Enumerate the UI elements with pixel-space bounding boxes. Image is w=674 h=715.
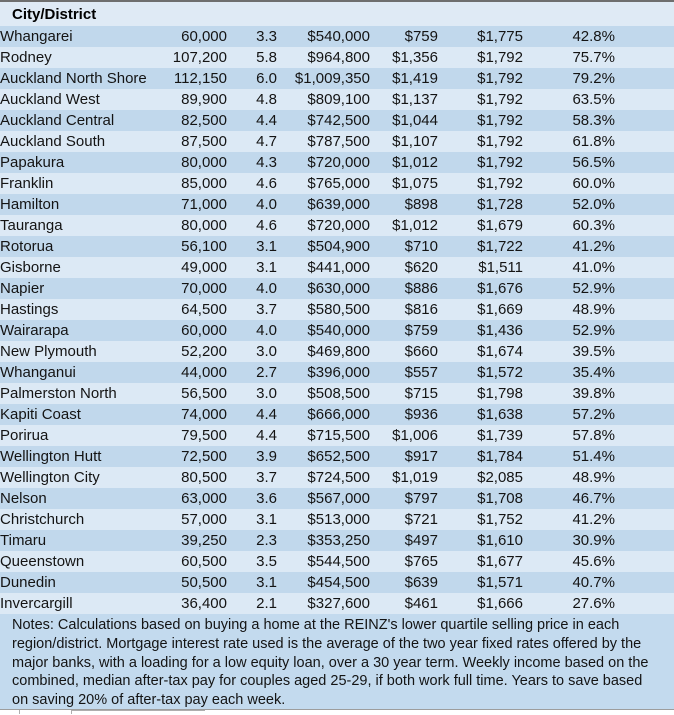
value-cell[interactable]: 4.6 <box>256 175 277 192</box>
value-cell[interactable]: $504,900 <box>307 238 370 255</box>
value-cell[interactable]: 45.6% <box>572 553 615 570</box>
value-cell[interactable]: 56,100 <box>181 238 227 255</box>
table-row[interactable] <box>0 572 674 593</box>
value-cell[interactable]: $469,800 <box>307 343 370 360</box>
city-cell[interactable]: Napier <box>0 280 45 297</box>
empty-cell[interactable] <box>615 194 674 215</box>
value-cell[interactable]: 4.7 <box>256 133 277 150</box>
table-row[interactable] <box>0 278 674 299</box>
table-row[interactable] <box>0 236 674 257</box>
value-cell[interactable]: $1,792 <box>477 112 523 129</box>
value-cell[interactable]: $1,677 <box>477 553 523 570</box>
value-cell[interactable]: 60,000 <box>181 322 227 339</box>
value-cell[interactable]: $1,708 <box>477 490 523 507</box>
value-cell[interactable]: 46.7% <box>572 490 615 507</box>
table-row[interactable] <box>0 26 674 47</box>
value-cell[interactable]: 3.1 <box>256 574 277 591</box>
value-cell[interactable]: 70,000 <box>181 280 227 297</box>
value-cell[interactable]: $1,107 <box>392 133 438 150</box>
value-cell[interactable]: 48.9% <box>572 469 615 486</box>
value-cell[interactable]: $1,571 <box>477 574 523 591</box>
city-cell[interactable]: Hamilton <box>0 196 60 213</box>
empty-cell[interactable] <box>615 467 674 488</box>
city-cell[interactable]: Christchurch <box>0 511 85 528</box>
value-cell[interactable]: 52.0% <box>572 196 615 213</box>
city-cell[interactable]: Franklin <box>0 175 54 192</box>
table-row[interactable] <box>0 194 674 215</box>
value-cell[interactable]: $630,000 <box>307 280 370 297</box>
table-row[interactable] <box>0 341 674 362</box>
value-cell[interactable]: $1,436 <box>477 322 523 339</box>
value-cell[interactable]: $580,500 <box>307 301 370 318</box>
city-cell[interactable]: New Plymouth <box>0 343 97 360</box>
value-cell[interactable]: $898 <box>404 196 438 213</box>
value-cell[interactable]: 39,250 <box>181 532 227 549</box>
table-row[interactable] <box>0 257 674 278</box>
value-cell[interactable]: 3.1 <box>256 259 277 276</box>
value-cell[interactable]: $540,000 <box>307 28 370 45</box>
value-cell[interactable]: $715,500 <box>307 427 370 444</box>
value-cell[interactable]: $917 <box>404 448 438 465</box>
sheet-bottom-edge <box>0 710 674 714</box>
value-cell[interactable]: 87,500 <box>181 133 227 150</box>
value-cell[interactable]: $454,500 <box>307 574 370 591</box>
value-cell[interactable]: 80,500 <box>181 469 227 486</box>
value-cell[interactable]: 4.6 <box>256 217 277 234</box>
value-cell[interactable]: $1,792 <box>477 70 523 87</box>
empty-cell[interactable] <box>615 341 674 362</box>
value-cell[interactable]: 80,000 <box>181 217 227 234</box>
value-cell[interactable]: $1,511 <box>478 259 523 276</box>
table-row[interactable] <box>0 152 674 173</box>
empty-cell[interactable] <box>615 278 674 299</box>
value-cell[interactable]: 50,500 <box>181 574 227 591</box>
value-cell[interactable]: $1,044 <box>392 112 438 129</box>
value-cell[interactable]: $2,085 <box>477 469 523 486</box>
value-cell[interactable]: 49,000 <box>181 259 227 276</box>
empty-cell[interactable] <box>615 530 674 551</box>
value-cell[interactable]: $396,000 <box>307 364 370 381</box>
value-cell[interactable]: 52.9% <box>572 280 615 297</box>
city-cell[interactable]: Papakura <box>0 154 65 171</box>
city-cell[interactable]: Timaru <box>0 532 47 549</box>
value-cell[interactable]: $742,500 <box>307 112 370 129</box>
value-cell[interactable]: 2.3 <box>256 532 277 549</box>
table-row[interactable] <box>0 383 674 404</box>
value-cell[interactable]: 85,000 <box>181 175 227 192</box>
city-cell[interactable]: Dunedin <box>0 574 56 591</box>
value-cell[interactable]: $1,666 <box>477 595 523 612</box>
value-cell[interactable]: 107,200 <box>172 49 227 66</box>
value-cell[interactable]: 4.3 <box>256 154 277 171</box>
value-cell[interactable]: 57.2% <box>572 406 615 423</box>
value-cell[interactable]: 2.1 <box>256 595 277 612</box>
empty-cell[interactable] <box>615 551 674 572</box>
city-cell[interactable]: Kapiti Coast <box>0 406 81 423</box>
value-cell[interactable]: 52.9% <box>572 322 615 339</box>
value-cell[interactable]: 79,500 <box>181 427 227 444</box>
table-row[interactable] <box>0 173 674 194</box>
table-row[interactable] <box>0 530 674 551</box>
column-header-city-district[interactable]: City/District <box>12 5 97 23</box>
value-cell[interactable]: 75.7% <box>572 49 615 66</box>
value-cell[interactable]: 3.7 <box>256 469 277 486</box>
value-cell[interactable]: $720,000 <box>307 154 370 171</box>
value-cell[interactable]: 63,000 <box>181 490 227 507</box>
value-cell[interactable]: $1,792 <box>477 133 523 150</box>
value-cell[interactable]: 4.0 <box>256 280 277 297</box>
value-cell[interactable]: $720,000 <box>307 217 370 234</box>
value-cell[interactable]: $1,009,350 <box>294 70 370 87</box>
table-row[interactable] <box>0 131 674 152</box>
value-cell[interactable]: $1,679 <box>477 217 523 234</box>
value-cell[interactable]: 42.8% <box>572 28 615 45</box>
value-cell[interactable]: $759 <box>404 322 438 339</box>
table-row[interactable] <box>0 425 674 446</box>
value-cell[interactable]: 4.0 <box>256 196 277 213</box>
value-cell[interactable]: $1,669 <box>477 301 523 318</box>
value-cell[interactable]: $1,572 <box>477 364 523 381</box>
value-cell[interactable]: 5.8 <box>256 49 277 66</box>
value-cell[interactable]: 3.0 <box>256 385 277 402</box>
value-cell[interactable]: 3.6 <box>256 490 277 507</box>
value-cell[interactable]: 41.2% <box>572 511 615 528</box>
value-cell[interactable]: 72,500 <box>181 448 227 465</box>
value-cell[interactable]: 41.0% <box>572 259 615 276</box>
value-cell[interactable]: $787,500 <box>307 133 370 150</box>
empty-cell[interactable] <box>615 47 674 68</box>
value-cell[interactable]: 44,000 <box>181 364 227 381</box>
value-cell[interactable]: $765,000 <box>307 175 370 192</box>
city-cell[interactable]: Hastings <box>0 301 59 318</box>
value-cell[interactable]: $461 <box>404 595 438 612</box>
value-cell[interactable]: $1,792 <box>477 175 523 192</box>
empty-cell[interactable] <box>615 572 674 593</box>
table-row[interactable] <box>0 110 674 131</box>
value-cell[interactable]: $513,000 <box>307 511 370 528</box>
value-cell[interactable]: 3.3 <box>256 28 277 45</box>
city-cell[interactable]: Auckland Central <box>0 112 115 129</box>
value-cell[interactable]: $759 <box>404 28 438 45</box>
value-cell[interactable]: 3.5 <box>256 553 277 570</box>
table-row[interactable] <box>0 551 674 572</box>
value-cell[interactable]: 39.8% <box>572 385 615 402</box>
value-cell[interactable]: $1,012 <box>392 154 438 171</box>
value-cell[interactable]: 112,150 <box>173 70 227 87</box>
value-cell[interactable]: $816 <box>404 301 438 318</box>
value-cell[interactable]: 64,500 <box>181 301 227 318</box>
value-cell[interactable]: $1,676 <box>477 280 523 297</box>
value-cell[interactable]: 89,900 <box>181 91 227 108</box>
value-cell[interactable]: 60.0% <box>572 175 615 192</box>
value-cell[interactable]: 82,500 <box>181 112 227 129</box>
value-cell[interactable]: $1,075 <box>392 175 438 192</box>
value-cell[interactable]: $715 <box>404 385 438 402</box>
city-cell[interactable]: Wellington Hutt <box>0 448 102 465</box>
value-cell[interactable]: 4.8 <box>256 91 277 108</box>
city-cell[interactable]: Porirua <box>0 427 49 444</box>
value-cell[interactable]: $1,792 <box>477 49 523 66</box>
value-cell[interactable]: $809,100 <box>307 91 370 108</box>
value-cell[interactable]: 52,200 <box>181 343 227 360</box>
value-cell[interactable]: 60,500 <box>181 553 227 570</box>
value-cell[interactable]: 2.7 <box>256 364 277 381</box>
value-cell[interactable]: 6.0 <box>256 70 277 87</box>
value-cell[interactable]: $721 <box>404 511 438 528</box>
value-cell[interactable]: $1,012 <box>392 217 438 234</box>
value-cell[interactable]: 4.4 <box>256 112 277 129</box>
empty-cell[interactable] <box>615 257 674 278</box>
empty-cell[interactable] <box>615 383 674 404</box>
city-cell[interactable]: Nelson <box>0 490 47 507</box>
city-cell[interactable]: Rotorua <box>0 238 54 255</box>
table-row[interactable] <box>0 89 674 110</box>
value-cell[interactable]: 3.0 <box>256 343 277 360</box>
value-cell[interactable]: $964,800 <box>307 49 370 66</box>
value-cell[interactable]: 27.6% <box>572 595 615 612</box>
value-cell[interactable]: 80,000 <box>181 154 227 171</box>
value-cell[interactable]: 51.4% <box>572 448 615 465</box>
value-cell[interactable]: 30.9% <box>572 532 615 549</box>
value-cell[interactable]: 36,400 <box>181 595 227 612</box>
table-row[interactable] <box>0 509 674 530</box>
empty-cell[interactable] <box>615 26 674 47</box>
value-cell[interactable]: $1,019 <box>392 469 438 486</box>
value-cell[interactable]: 4.0 <box>256 322 277 339</box>
value-cell[interactable]: 71,000 <box>181 196 227 213</box>
value-cell[interactable]: $1,728 <box>477 196 523 213</box>
value-cell[interactable]: $765 <box>404 553 438 570</box>
gridline-segment <box>71 710 205 711</box>
table-row[interactable] <box>0 467 674 488</box>
value-cell[interactable]: $652,500 <box>307 448 370 465</box>
value-cell[interactable]: 74,000 <box>181 406 227 423</box>
value-cell[interactable]: 63.5% <box>572 91 615 108</box>
value-cell[interactable]: 56.5% <box>572 154 615 171</box>
table-header-row[interactable] <box>0 2 674 26</box>
value-cell[interactable]: $1,610 <box>477 532 523 549</box>
value-cell[interactable]: $1,674 <box>477 343 523 360</box>
empty-cell[interactable] <box>615 152 674 173</box>
value-cell[interactable]: $797 <box>404 490 438 507</box>
empty-cell[interactable] <box>615 173 674 194</box>
value-cell[interactable]: 79.2% <box>572 70 615 87</box>
value-cell[interactable]: $1,798 <box>477 385 523 402</box>
value-cell[interactable]: 61.8% <box>572 133 615 150</box>
empty-cell[interactable] <box>615 299 674 320</box>
value-cell[interactable]: 4.4 <box>256 406 277 423</box>
value-cell[interactable]: $1,006 <box>392 427 438 444</box>
city-cell[interactable]: Wellington City <box>0 469 100 486</box>
city-cell[interactable]: Queenstown <box>0 553 85 570</box>
table-row[interactable] <box>0 593 674 614</box>
value-cell[interactable]: $936 <box>404 406 438 423</box>
city-cell[interactable]: Whanganui <box>0 364 76 381</box>
value-cell[interactable]: 35.4% <box>572 364 615 381</box>
empty-cell[interactable] <box>615 236 674 257</box>
value-cell[interactable]: $1,739 <box>477 427 523 444</box>
value-cell[interactable]: $886 <box>404 280 438 297</box>
value-cell[interactable]: $1,752 <box>477 511 523 528</box>
value-cell[interactable]: $666,000 <box>307 406 370 423</box>
table-row[interactable] <box>0 488 674 509</box>
gridline-tick <box>19 710 20 714</box>
value-cell[interactable]: $557 <box>404 364 438 381</box>
empty-cell[interactable] <box>615 509 674 530</box>
value-cell[interactable]: $724,500 <box>307 469 370 486</box>
city-cell[interactable]: Gisborne <box>0 259 61 276</box>
value-cell[interactable]: $1,784 <box>477 448 523 465</box>
value-cell[interactable]: 57,000 <box>181 511 227 528</box>
value-cell[interactable]: 58.3% <box>572 112 615 129</box>
value-cell[interactable]: 60,000 <box>181 28 227 45</box>
table-row[interactable] <box>0 362 674 383</box>
value-cell[interactable]: $327,600 <box>307 595 370 612</box>
data-table <box>0 26 674 614</box>
table-row[interactable] <box>0 404 674 425</box>
empty-cell[interactable] <box>615 215 674 236</box>
city-cell[interactable]: Auckland South <box>0 133 106 150</box>
city-cell[interactable]: Auckland North Shore <box>0 70 147 87</box>
value-cell[interactable]: $660 <box>404 343 438 360</box>
value-cell[interactable]: $639 <box>404 574 438 591</box>
value-cell[interactable]: $1,792 <box>477 154 523 171</box>
table-row[interactable] <box>0 446 674 467</box>
value-cell[interactable]: $639,000 <box>307 196 370 213</box>
city-cell[interactable]: Palmerston North <box>0 385 117 402</box>
value-cell[interactable]: $1,419 <box>392 70 438 87</box>
value-cell[interactable]: $1,775 <box>477 28 523 45</box>
empty-cell[interactable] <box>615 446 674 467</box>
empty-cell[interactable] <box>615 89 674 110</box>
value-cell[interactable]: 4.4 <box>256 427 277 444</box>
value-cell[interactable]: $497 <box>404 532 438 549</box>
value-cell[interactable]: 60.3% <box>572 217 615 234</box>
city-cell[interactable]: Auckland West <box>0 91 100 108</box>
value-cell[interactable]: $1,137 <box>392 91 438 108</box>
table-row[interactable] <box>0 68 674 89</box>
city-cell[interactable]: Tauranga <box>0 217 63 234</box>
value-cell[interactable]: $441,000 <box>307 259 370 276</box>
empty-cell[interactable] <box>615 131 674 152</box>
table-row[interactable] <box>0 320 674 341</box>
value-cell[interactable]: $567,000 <box>307 490 370 507</box>
value-cell[interactable]: 3.1 <box>256 511 277 528</box>
empty-cell[interactable] <box>615 404 674 425</box>
city-cell[interactable]: Whangarei <box>0 28 73 45</box>
value-cell[interactable]: $620 <box>404 259 438 276</box>
value-cell[interactable]: 41.2% <box>572 238 615 255</box>
value-cell[interactable]: 3.7 <box>256 301 277 318</box>
value-cell[interactable]: $1,722 <box>477 238 523 255</box>
empty-cell[interactable] <box>615 362 674 383</box>
value-cell[interactable]: $1,638 <box>477 406 523 423</box>
table-row[interactable] <box>0 215 674 236</box>
table-row[interactable] <box>0 299 674 320</box>
empty-cell[interactable] <box>615 593 674 614</box>
empty-cell[interactable] <box>615 488 674 509</box>
value-cell[interactable]: 48.9% <box>572 301 615 318</box>
value-cell[interactable]: 39.5% <box>572 343 615 360</box>
city-cell[interactable]: Rodney <box>0 49 52 66</box>
value-cell[interactable]: $540,000 <box>307 322 370 339</box>
empty-cell[interactable] <box>615 68 674 89</box>
value-cell[interactable]: $544,500 <box>307 553 370 570</box>
value-cell[interactable]: 3.9 <box>256 448 277 465</box>
table-row[interactable] <box>0 47 674 68</box>
notes-text: Notes: Calculations based on buying a home at the REINZ's lower quartile selling price in each region/district. Mortgage interest rate used is the average of the two year fixed rates offered by the major banks, with a loading for a low equity loan, over a 30 year term. Weekly income based on the combined, median after-tax pay for couples aged 25-29, if both work full time. Years to save based on saving 20% of after-tax pay each week. <box>0 614 674 710</box>
city-cell[interactable]: Wairarapa <box>0 322 69 339</box>
value-cell[interactable]: 56,500 <box>181 385 227 402</box>
value-cell[interactable]: 3.1 <box>256 238 277 255</box>
value-cell[interactable]: 40.7% <box>572 574 615 591</box>
value-cell[interactable]: $710 <box>404 238 438 255</box>
empty-cell[interactable] <box>615 110 674 131</box>
empty-cell[interactable] <box>615 320 674 341</box>
value-cell[interactable]: $1,792 <box>477 91 523 108</box>
empty-cell[interactable] <box>615 425 674 446</box>
value-cell[interactable]: 57.8% <box>572 427 615 444</box>
value-cell[interactable]: $353,250 <box>307 532 370 549</box>
value-cell[interactable]: $508,500 <box>307 385 370 402</box>
value-cell[interactable]: $1,356 <box>392 49 438 66</box>
city-cell[interactable]: Invercargill <box>0 595 73 612</box>
